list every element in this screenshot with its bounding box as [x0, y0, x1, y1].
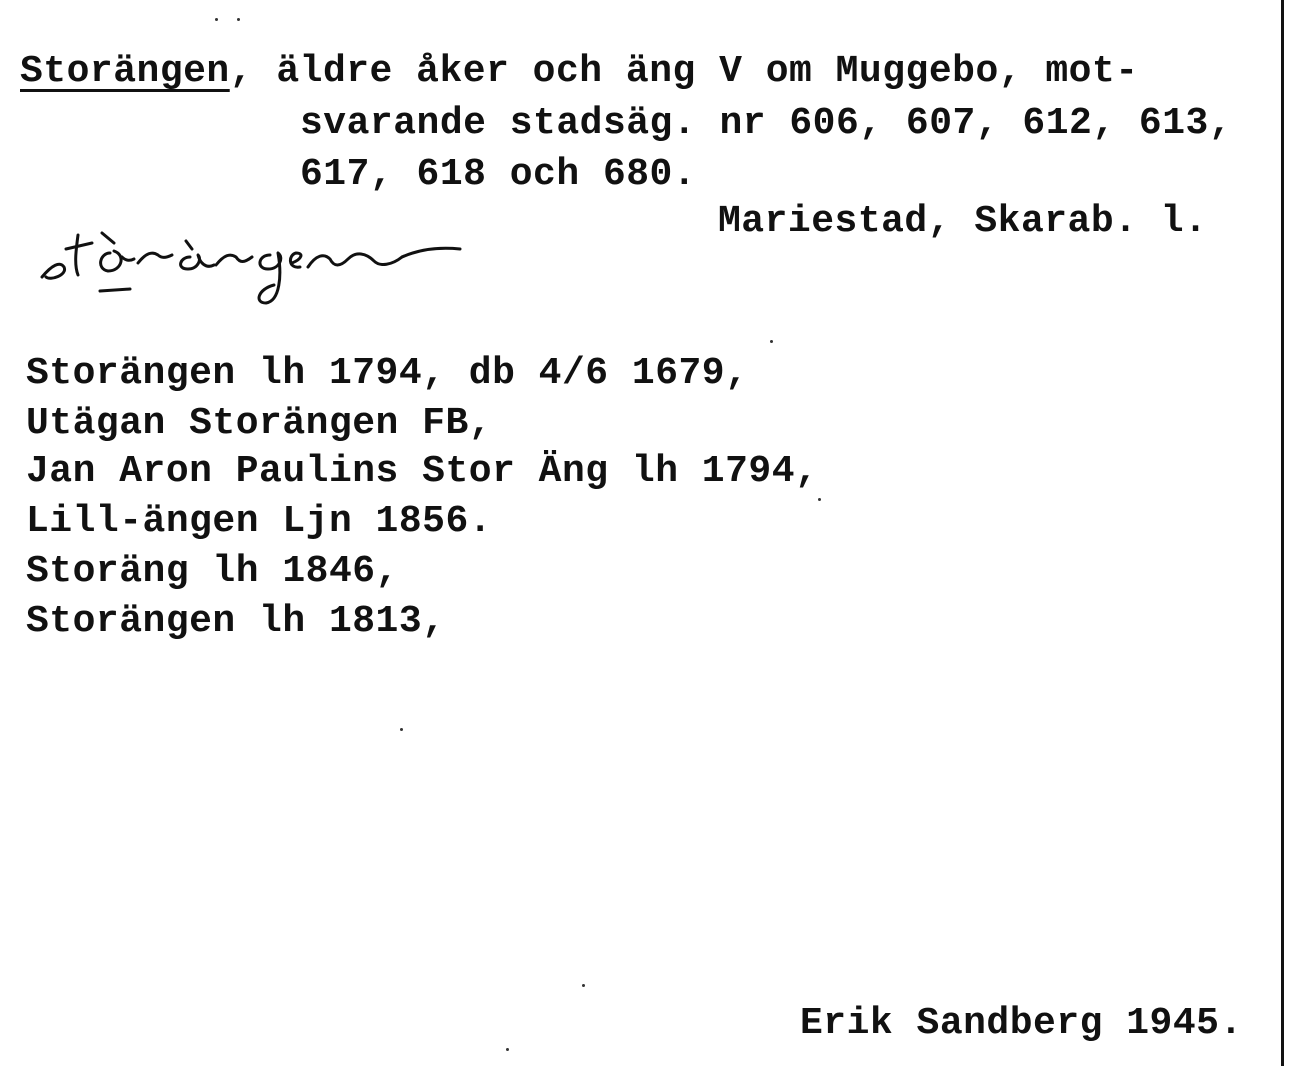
headword: Storängen: [20, 50, 230, 93]
scan-speck: [582, 984, 585, 987]
form-line-2: Utägan Storängen FB,: [26, 402, 493, 445]
header-line-2: svarande stadsäg. nr 606, 607, 612, 613,: [300, 102, 1233, 145]
signature: Erik Sandberg 1945.: [800, 1002, 1243, 1045]
card-right-border: [1281, 0, 1284, 1066]
scan-speck: [215, 18, 218, 21]
location-line: Mariestad, Skarab. l.: [718, 200, 1208, 243]
scan-speck: [400, 728, 403, 731]
scan-speck: [237, 18, 240, 21]
form-line-1: Storängen lh 1794, db 4/6 1679,: [26, 352, 749, 395]
header-line-1-rest: , äldre åker och äng V om Muggebo, mot-: [229, 50, 1139, 93]
handwritten-annotation: [30, 205, 480, 320]
scan-speck: [818, 498, 821, 501]
scan-speck: [506, 1048, 509, 1051]
header-line-1: [20, 50, 1139, 94]
header-line-3: 617, 618 och 680.: [300, 153, 697, 196]
form-line-6: Storängen lh 1813,: [26, 600, 446, 643]
form-line-4: Lill-ängen Ljn 1856.: [26, 500, 493, 543]
form-line-3: Jan Aron Paulins Stor Äng lh 1794,: [26, 450, 819, 493]
scan-speck: [770, 340, 773, 343]
form-line-5: Storäng lh 1846,: [26, 550, 399, 593]
